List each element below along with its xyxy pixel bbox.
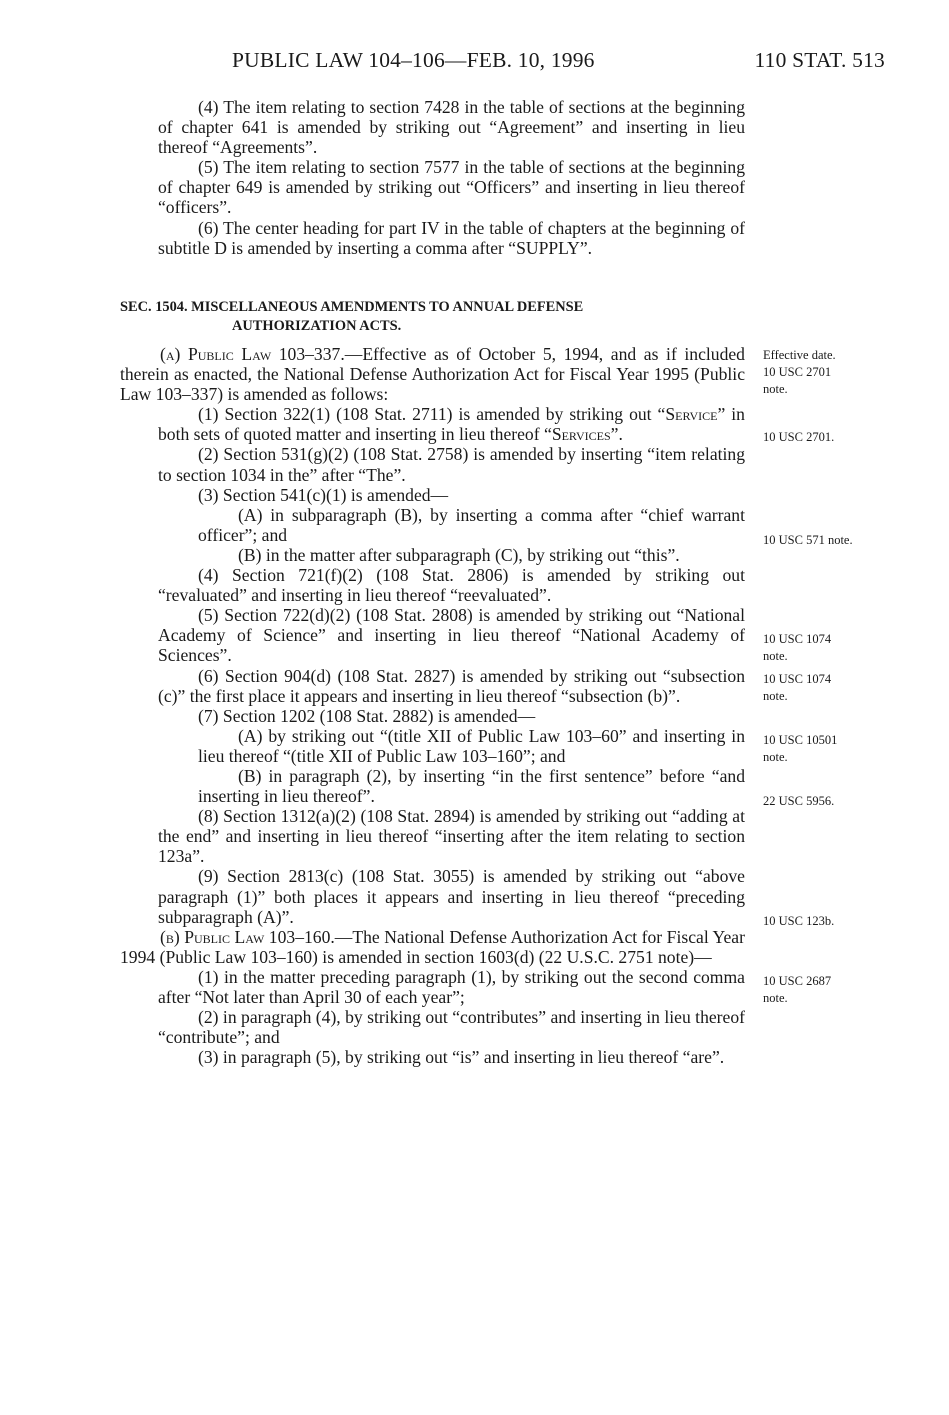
subsection-a-heading: (a) Public Law 103–337. [160, 344, 345, 364]
subsection-b [120, 927, 745, 967]
margin-note-citation: 10 USC 123b. [763, 914, 835, 928]
item-a2: (2) Section 531(g)(2) (108 Stat. 2758) is amended by inserting “item relating to section 1034 in the” after “The”. [158, 444, 745, 485]
item-a1-term-service: Service [665, 404, 718, 425]
item-b1: (1) in the matter preceding paragraph (1), by striking out the second comma after “Not later than April 30 of each year”; [158, 966, 745, 1007]
subsection-a-text: —Effective as of October 5, 1994, and as if included therein as enacted, the National Defense Authorization Act for Fiscal Year 1995 (Public Law 103–337) is amended as follows: [120, 344, 745, 405]
subsection-b-text: —The National Defense Authorization Act for Fiscal Year 1994 (Public Law 103–160) is amended in section 1603(d) (22 U.S.C. 2751 note)— [120, 926, 745, 967]
item-a7: (7) Section 1202 (108 Stat. 2882) is amended— [198, 705, 536, 726]
item-a7-A: (A) by striking out “(title XII of Public Law 103–60” and inserting in lieu thereof “(title XII of Public Law 103–160”; and [198, 725, 745, 766]
margin-note-citation: note. [763, 382, 788, 396]
section-heading-line-1: SEC. 1504. MISCELLANEOUS AMENDMENTS TO ANNUAL DEFENSE [120, 299, 584, 315]
margin-note-citation: 10 USC 2687 [763, 974, 832, 988]
paragraph-4: (4) The item relating to section 7428 in the table of sections at the beginning of chapter 641 is amended by striking out “Agreement” and inserting in lieu thereof “Agreements”. [158, 97, 745, 158]
margin-note-citation: 10 USC 2701. [763, 430, 835, 444]
margin-note-citation: 10 USC 1074 [763, 672, 832, 686]
item-a3-A: (A) in subparagraph (B), by inserting a comma after “chief warrant officer”; and [198, 504, 745, 545]
item-a5: (5) Section 722(d)(2) (108 Stat. 2808) is amended by striking out “National Academy of Science” and inserting in lieu thereof “National Academy of Sciences”. [158, 605, 745, 666]
item-a7-B: (B) in paragraph (2), by inserting “in the first sentence” before “and inserting in lieu thereof”. [198, 765, 745, 807]
item-a4: (4) Section 721(f)(2) (108 Stat. 2806) is amended by striking out “revaluated” and inserting in lieu thereof “reevaluated”. [158, 565, 745, 606]
item-a1-part: (1) Section 322(1) (108 Stat. 2711) is amended by striking out “ [198, 404, 666, 425]
subsection-b-heading: (b) Public Law 103–160. [160, 926, 335, 947]
section-heading [120, 298, 745, 336]
paragraph-5: (5) The item relating to section 7577 in the table of sections at the beginning of chapter 649 is amended by striking out “Officers” and inserting in lieu thereof “officers”. [158, 157, 745, 218]
item-a6: (6) Section 904(d) (108 Stat. 2827) is amended by striking out “subsection (c)” the first place it appears and inserting in lieu thereof “subsection (b)”. [158, 665, 745, 706]
item-a3-B: (B) in the matter after subparagraph (C), by striking out “this”. [238, 544, 680, 565]
margin-note-citation: 10 USC 571 note. [763, 533, 853, 547]
item-a9: (9) Section 2813(c) (108 Stat. 3055) is amended by striking out “above paragraph (1)” both places it appears and inserting in lieu thereof “preceding subparagraph (A)”. [158, 866, 745, 927]
section-heading-line-2: AUTHORIZATION ACTS. [232, 318, 402, 334]
page-header [0, 48, 949, 78]
item-a8: (8) Section 1312(a)(2) (108 Stat. 2894) is amended by striking out “adding at the end” and inserting in lieu thereof “inserting after the item relating to section 123a”. [158, 806, 745, 867]
margin-note-citation: 10 USC 2701 [763, 365, 832, 379]
item-a1-part: ” in both sets of quoted matter and inserting in lieu thereof “ [158, 404, 745, 445]
top-paragraphs [120, 97, 745, 258]
item-a3: (3) Section 541(c)(1) is amended— [198, 484, 449, 505]
page-number: 110 STAT. 513 [754, 48, 885, 72]
margin-note-citation: note. [763, 991, 788, 1005]
item-b3: (3) in paragraph (5), by striking out “is” and inserting in lieu thereof “are”. [198, 1047, 725, 1068]
margin-note-citation: 10 USC 1074 [763, 632, 832, 646]
section-body [120, 344, 745, 1067]
item-a1-term-services: Services [551, 424, 611, 445]
margin-note-citation: 22 USC 5956. [763, 794, 835, 808]
subsection-a [120, 344, 745, 404]
margin-note-citation: 10 USC 10501 [763, 733, 838, 747]
margin-note-citation: note. [763, 689, 788, 703]
item-a1-part: ”. [610, 424, 623, 445]
margin-note-citation: note. [763, 750, 788, 764]
margin-note-citation: note. [763, 649, 788, 663]
paragraph-6: (6) The center heading for part IV in the table of chapters at the beginning of subtitle D is amended by inserting a comma after “SUPPLY”. [158, 217, 745, 258]
item-a1 [120, 404, 745, 444]
margin-note-effective-date: Effective date. [763, 348, 836, 362]
running-title: PUBLIC LAW 104–106—FEB. 10, 1996 [232, 48, 595, 72]
item-b2: (2) in paragraph (4), by striking out “contributes” and inserting in lieu thereof “contribute”; and [158, 1007, 745, 1048]
